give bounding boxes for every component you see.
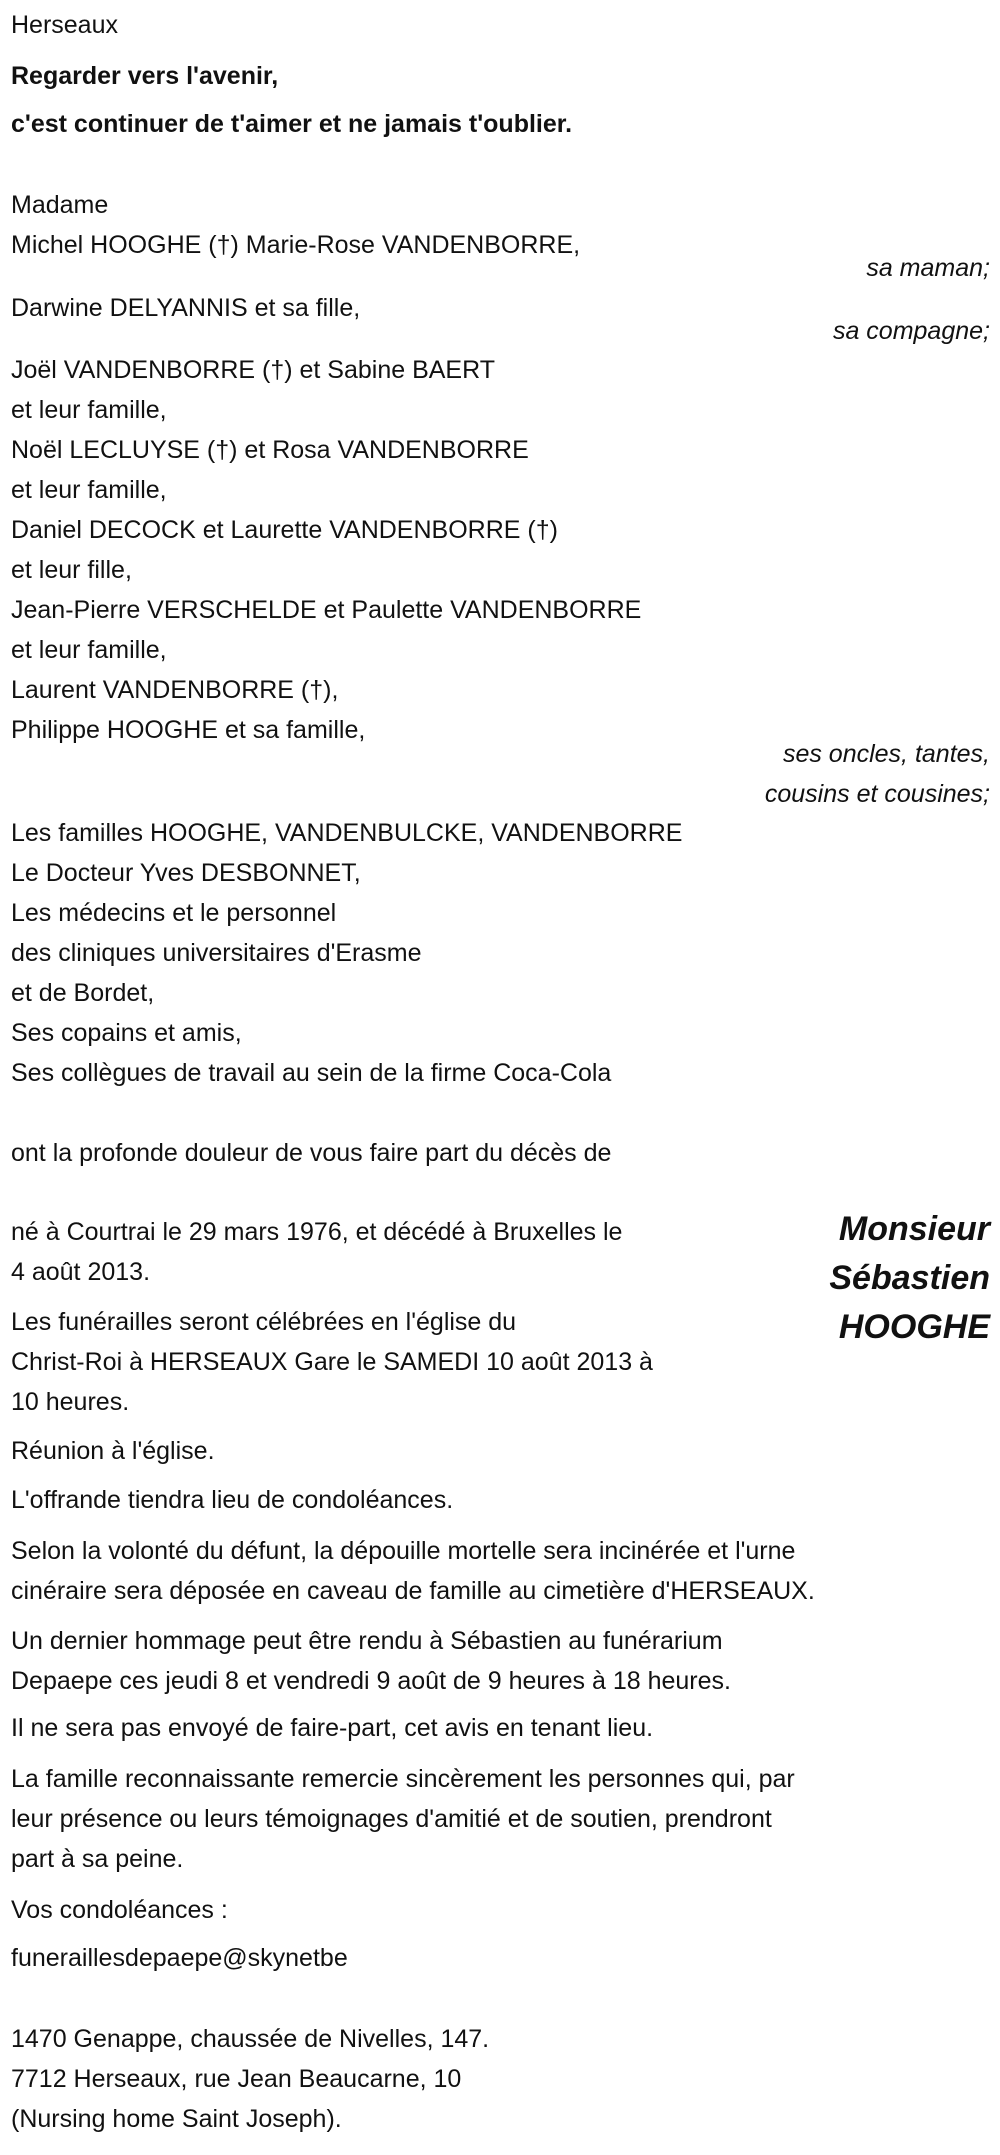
motto-line: Regarder vers l'avenir,: [11, 62, 279, 90]
mother-title: Madame: [11, 191, 109, 219]
funeral-line: Les funérailles seront célébrées en l'église du: [11, 1308, 517, 1336]
other-line: Les familles HOOGHE, VANDENBULCKE, VANDENBORRE: [11, 819, 683, 847]
others-list: [11, 813, 682, 1093]
relative-line: et leur famille,: [11, 636, 167, 664]
cremation-line: Selon la volonté du défunt, la dépouille mortelle sera incinérée et l'urne: [11, 1537, 796, 1565]
mother-role: sa maman;: [866, 254, 990, 282]
mother-name: Michel HOOGHE (†) Marie-Rose VANDENBORRE,: [11, 231, 581, 259]
role-line: cousins et cousines;: [764, 780, 990, 808]
other-line: Ses collègues de travail au sein de la firme Coca-Cola: [11, 1059, 612, 1087]
thanks: [11, 1759, 795, 1879]
partner-role: sa compagne;: [832, 317, 990, 345]
relative-line: et leur fille,: [11, 556, 132, 584]
announcement: ont la profonde douleur de vous faire part du décès de: [11, 1139, 612, 1167]
address-line: 1470 Genappe, chaussée de Nivelles, 147.: [11, 2025, 490, 2053]
place: Herseaux: [11, 11, 118, 39]
funeral-line: 10 heures.: [11, 1388, 130, 1416]
relative-line: et leur famille,: [11, 476, 167, 504]
funeral-info: [11, 1302, 653, 1422]
mother-block: [11, 185, 580, 265]
motto: [11, 52, 572, 148]
birth-line: 4 août 2013.: [11, 1258, 151, 1286]
deceased-first-name: Sébastien: [829, 1259, 990, 1297]
tribute-line: Depaepe ces jeudi 8 et vendredi 9 août de 9 heures à 18 heures.: [11, 1667, 731, 1695]
funeral-line: Christ-Roi à HERSEAUX Gare le SAMEDI 10 août 2013 à: [11, 1348, 653, 1376]
birth-line: né à Courtrai le 29 mars 1976, et décédé à Bruxelles le: [11, 1218, 623, 1246]
cremation-line: cinéraire sera déposée en caveau de famille au cimetière d'HERSEAUX.: [11, 1577, 815, 1605]
deceased-last-name: HOOGHE: [838, 1308, 990, 1346]
cremation: [11, 1531, 815, 1611]
partner: Darwine DELYANNIS et sa fille,: [11, 294, 361, 322]
email-link[interactable]: funeraillesdepaepe@skynetbe: [11, 1944, 348, 1972]
notice: Il ne sera pas envoyé de faire-part, cet avis en tenant lieu.: [11, 1714, 654, 1742]
relative-line: Joël VANDENBORRE (†) et Sabine BAERT: [11, 356, 495, 384]
birth-info: [11, 1212, 622, 1292]
other-line: Le Docteur Yves DESBONNET,: [11, 859, 361, 887]
thanks-line: leur présence ou leurs témoignages d'amitié et de soutien, prendront: [11, 1805, 772, 1833]
condolences-label: Vos condoléances :: [11, 1896, 228, 1924]
relative-line: Laurent VANDENBORRE (†),: [11, 676, 339, 704]
thanks-line: La famille reconnaissante remercie sincèrement les personnes qui, par: [11, 1765, 795, 1793]
deceased-name: [829, 1205, 990, 1352]
relatives-role: [765, 734, 990, 814]
other-line: des cliniques universitaires d'Erasme: [11, 939, 422, 967]
relative-line: Noël LECLUYSE (†) et Rosa VANDENBORRE: [11, 436, 529, 464]
offering: L'offrande tiendra lieu de condoléances.: [11, 1486, 454, 1514]
other-line: Ses copains et amis,: [11, 1019, 242, 1047]
tribute-line: Un dernier hommage peut être rendu à Sébastien au funérarium: [11, 1627, 723, 1655]
relative-line: Daniel DECOCK et Laurette VANDENBORRE (†): [11, 516, 558, 544]
role-line: ses oncles, tantes,: [782, 740, 990, 768]
tribute: [11, 1621, 731, 1701]
meeting: Réunion à l'église.: [11, 1437, 215, 1465]
relatives-list: [11, 350, 641, 750]
other-line: Les médecins et le personnel: [11, 899, 337, 927]
addresses: [11, 2019, 489, 2139]
deceased-title: Monsieur: [838, 1210, 990, 1248]
relative-line: Jean-Pierre VERSCHELDE et Paulette VANDENBORRE: [11, 596, 642, 624]
address-line: (Nursing home Saint Joseph).: [11, 2105, 342, 2133]
other-line: et de Bordet,: [11, 979, 155, 1007]
thanks-line: part à sa peine.: [11, 1845, 184, 1873]
address-line: 7712 Herseaux, rue Jean Beaucarne, 10: [11, 2065, 462, 2093]
relative-line: et leur famille,: [11, 396, 167, 424]
motto-line: c'est continuer de t'aimer et ne jamais t'oublier.: [11, 110, 573, 138]
relative-line: Philippe HOOGHE et sa famille,: [11, 716, 366, 744]
